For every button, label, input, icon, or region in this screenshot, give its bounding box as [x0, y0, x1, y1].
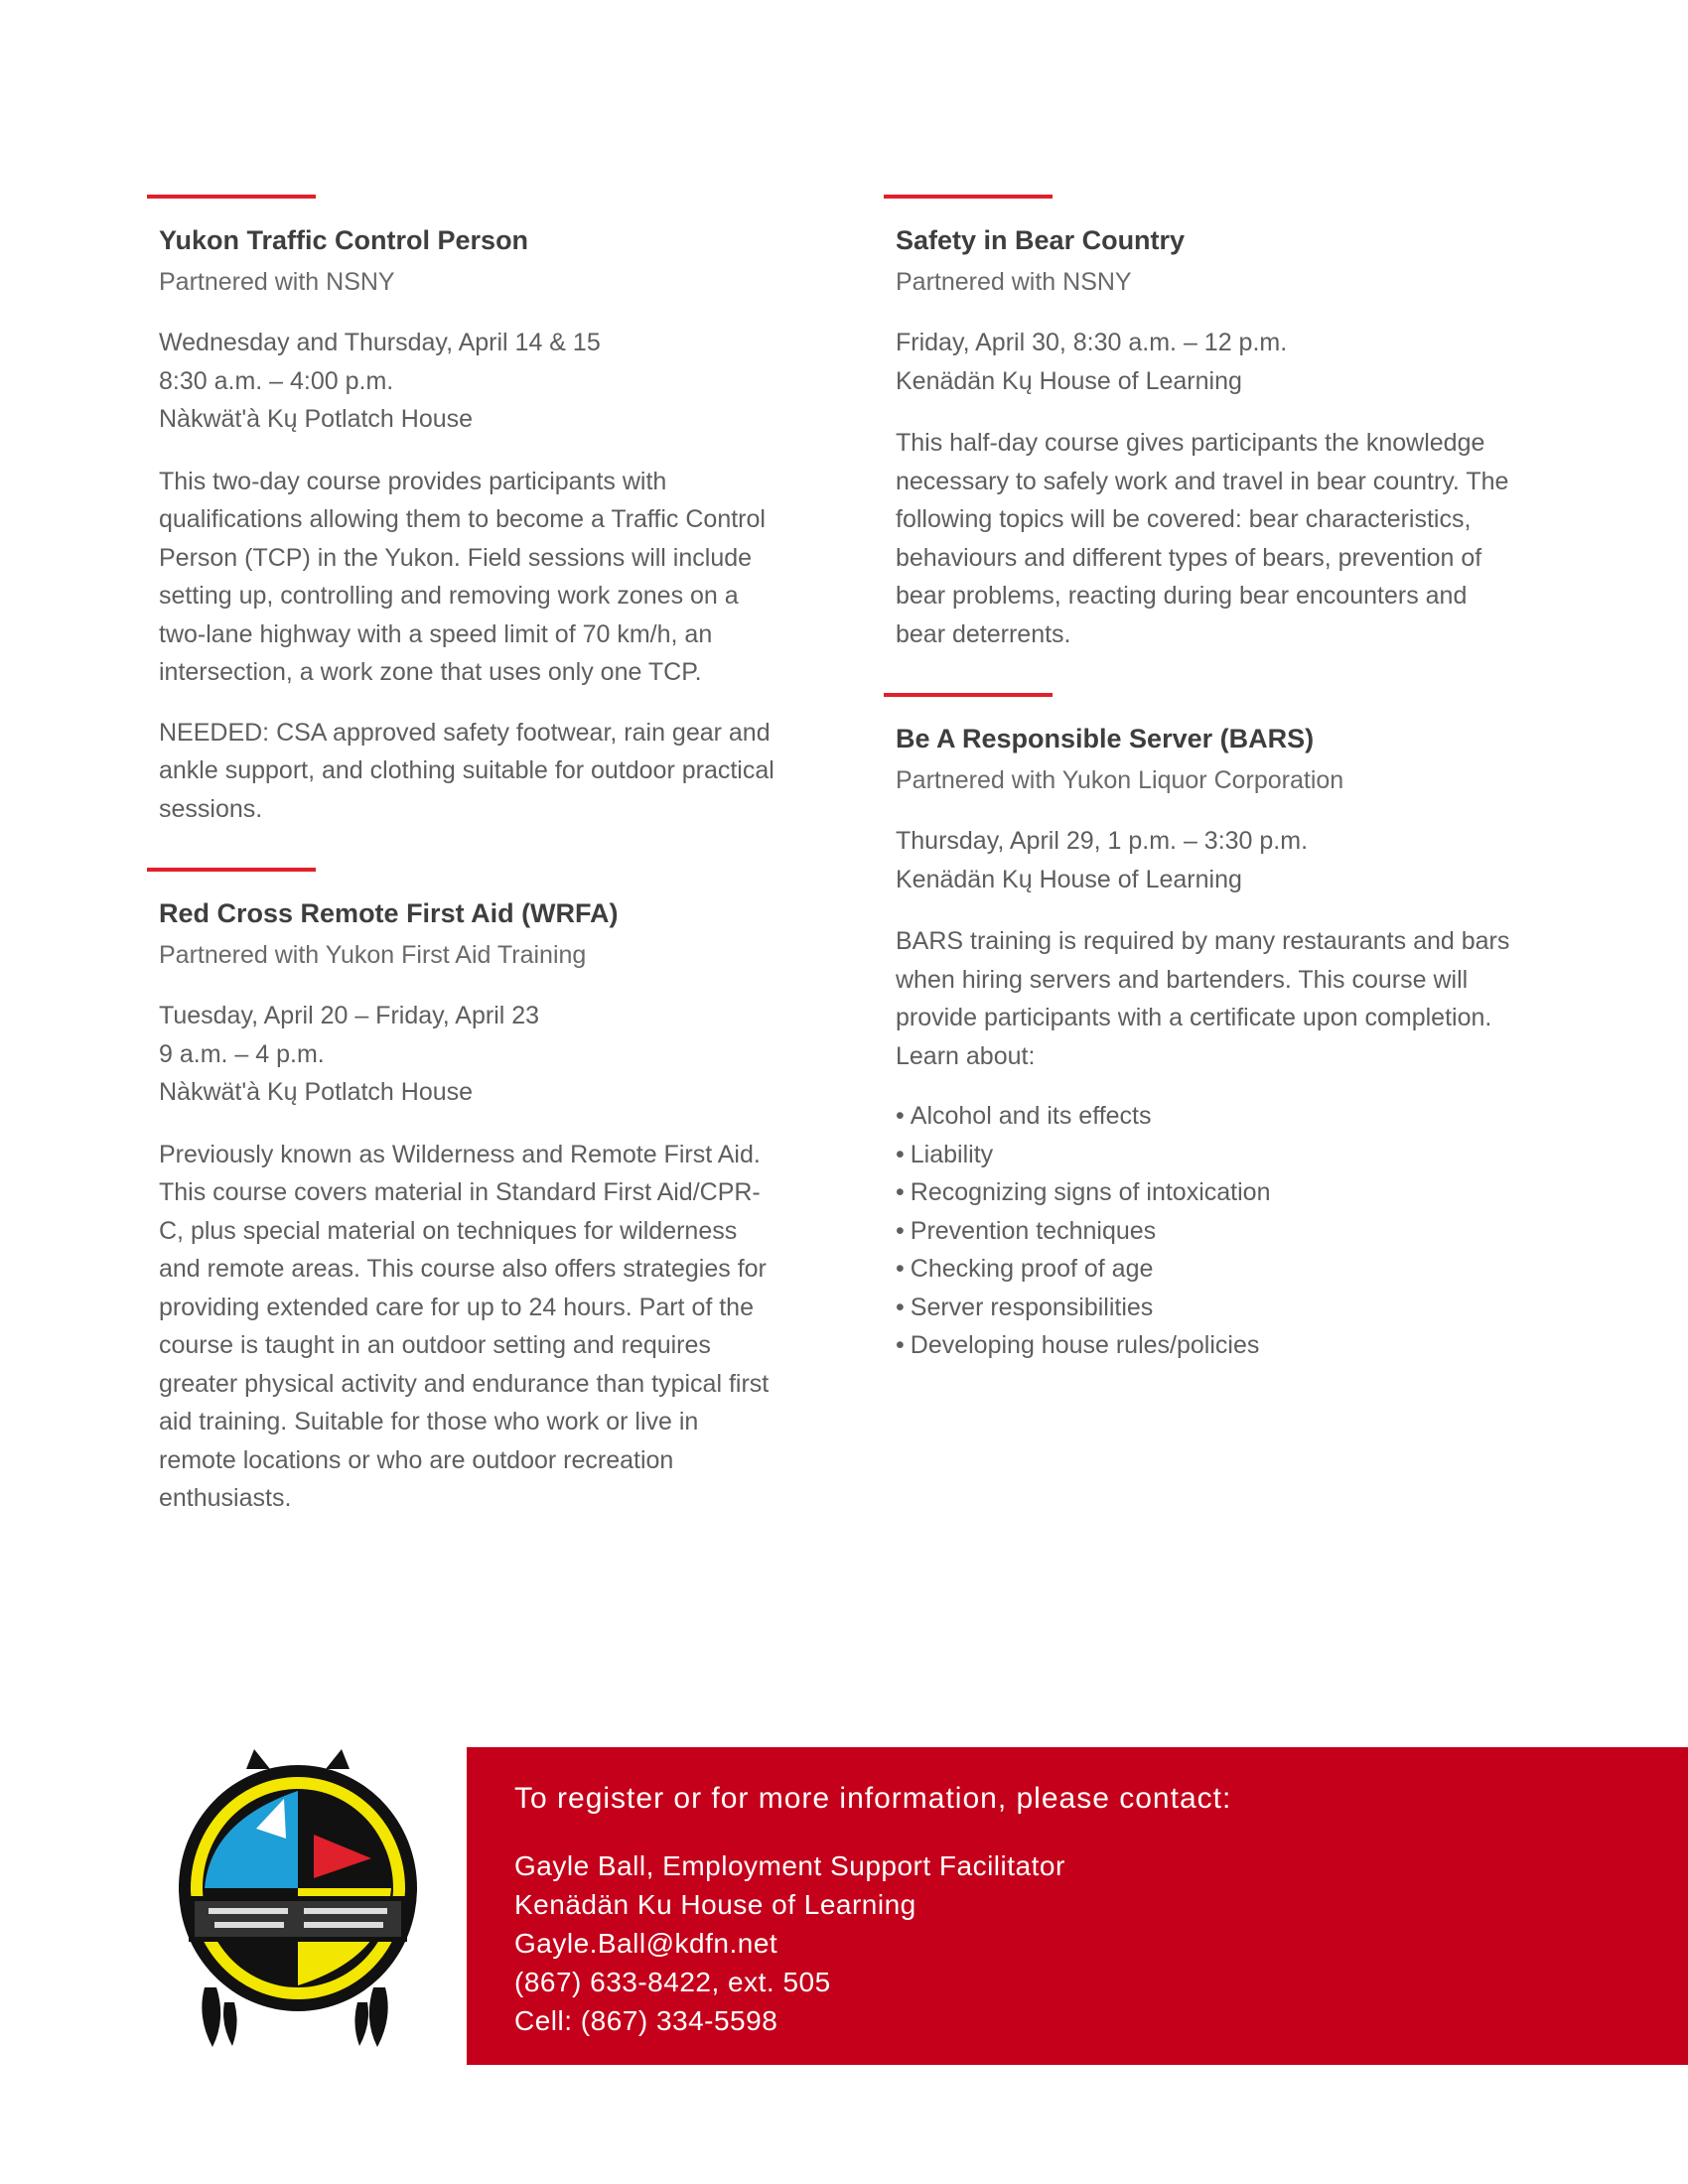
section-divider — [884, 693, 1053, 697]
schedule-line: 8:30 a.m. – 4:00 p.m. — [159, 366, 394, 395]
schedule-line: Friday, April 30, 8:30 a.m. – 12 p.m. — [896, 329, 1288, 356]
contact-name: Gayle Ball, Employment Support Facilitator — [514, 1850, 1065, 1881]
schedule-line: Nàkwät'à Kų Potlatch House — [159, 1078, 474, 1106]
course-title: Safety in Bear Country — [896, 225, 1186, 255]
contact-cell[interactable]: Cell: (867) 334-5598 — [514, 2005, 778, 2036]
course-description: Previously known as Wilderness and Remote First Aid. This course covers material in Standard First Aid/CPR-C, plus special material on techniques for wilderness and remote areas. This course also offers strategies for providing extended care for up to 24 hours. Part of the course is taught in an outdoor setting and requires greater physical activity and endurance than typical first aid training. Suitable for those who work or live in remote locations or who are outdoor recreation enthusiasts. — [159, 1140, 770, 1512]
topic-item: • Recognizing signs of intoxication — [896, 1173, 1519, 1212]
section-divider — [147, 195, 316, 199]
course-section — [147, 868, 782, 1518]
schedule-line: Tuesday, April 20 – Friday, April 23 — [159, 1002, 540, 1029]
course-schedule — [159, 997, 782, 1112]
left-column — [147, 195, 782, 1558]
topic-item: • Developing house rules/policies — [896, 1326, 1519, 1365]
section-divider — [147, 868, 316, 872]
course-title: Be A Responsible Server (BARS) — [896, 724, 1315, 753]
contact-box — [467, 1747, 1688, 2065]
course-partner: Partnered with NSNY — [896, 268, 1132, 296]
course-schedule — [896, 822, 1519, 898]
course-title: Red Cross Remote First Aid (WRFA) — [159, 898, 619, 928]
contact-heading: To register or for more information, please contact: — [514, 1782, 1232, 1815]
topic-item: • Prevention techniques — [896, 1212, 1519, 1251]
schedule-line: Kenädän Kų House of Learning — [896, 366, 1242, 395]
course-description: This two-day course provides participants with qualifications allowing them to become a Traffic Control Person (TCP) in the Yukon. Field sessions will include setting up, controlling and removing work zones on a two-lane highway with a speed limit of 70 km/h, an intersection, a work zone that uses only one TCP. — [159, 467, 766, 686]
course-schedule — [896, 324, 1519, 400]
topic-item: • Liability — [896, 1136, 1519, 1174]
course-partner: Partnered with Yukon First Aid Training — [159, 941, 587, 969]
course-section — [884, 693, 1519, 1365]
topic-item: • Alcohol and its effects — [896, 1097, 1519, 1136]
section-divider — [884, 195, 1053, 199]
course-partner: Partnered with NSNY — [159, 268, 395, 296]
contact-email[interactable]: Gayle.Ball@kdfn.net — [514, 1928, 778, 1959]
contact-location: Kenädän Ku House of Learning — [514, 1889, 916, 1920]
topic-item: • Checking proof of age — [896, 1250, 1519, 1289]
right-column — [884, 195, 1519, 1405]
schedule-line: 9 a.m. – 4 p.m. — [159, 1039, 325, 1068]
course-description: This half-day course gives participants the knowledge necessary to safely work and travel in bear country. The following topics will be covered: bear characteristics, behaviours and different types of bears, prevention of bear problems, reacting during bear encounters and bear deterrents. — [896, 429, 1509, 648]
course-description: NEEDED: CSA approved safety footwear, rain gear and ankle support, and clothing suitable for outdoor practical sessions. — [159, 718, 774, 823]
course-schedule — [159, 324, 782, 439]
course-description: BARS training is required by many restaurants and bars when hiring servers and bartenders. This course will provide participants with a certificate upon completion. Learn about: — [896, 927, 1510, 1070]
course-section — [147, 195, 782, 828]
course-section — [884, 195, 1519, 653]
schedule-line: Kenädän Kų House of Learning — [896, 865, 1242, 893]
contact-phone[interactable]: (867) 633-8422, ext. 505 — [514, 1967, 831, 1997]
topic-item: • Server responsibilities — [896, 1289, 1519, 1327]
topic-list — [896, 1097, 1519, 1365]
course-title: Yukon Traffic Control Person — [159, 225, 529, 255]
course-partner: Partnered with Yukon Liquor Corporation — [896, 766, 1344, 794]
kwanlin-dun-first-nation-logo-icon — [165, 1739, 431, 2055]
schedule-line: Thursday, April 29, 1 p.m. – 3:30 p.m. — [896, 827, 1309, 855]
schedule-line: Wednesday and Thursday, April 14 & 15 — [159, 329, 601, 356]
schedule-line: Nàkwät'à Kų Potlatch House — [159, 405, 474, 433]
